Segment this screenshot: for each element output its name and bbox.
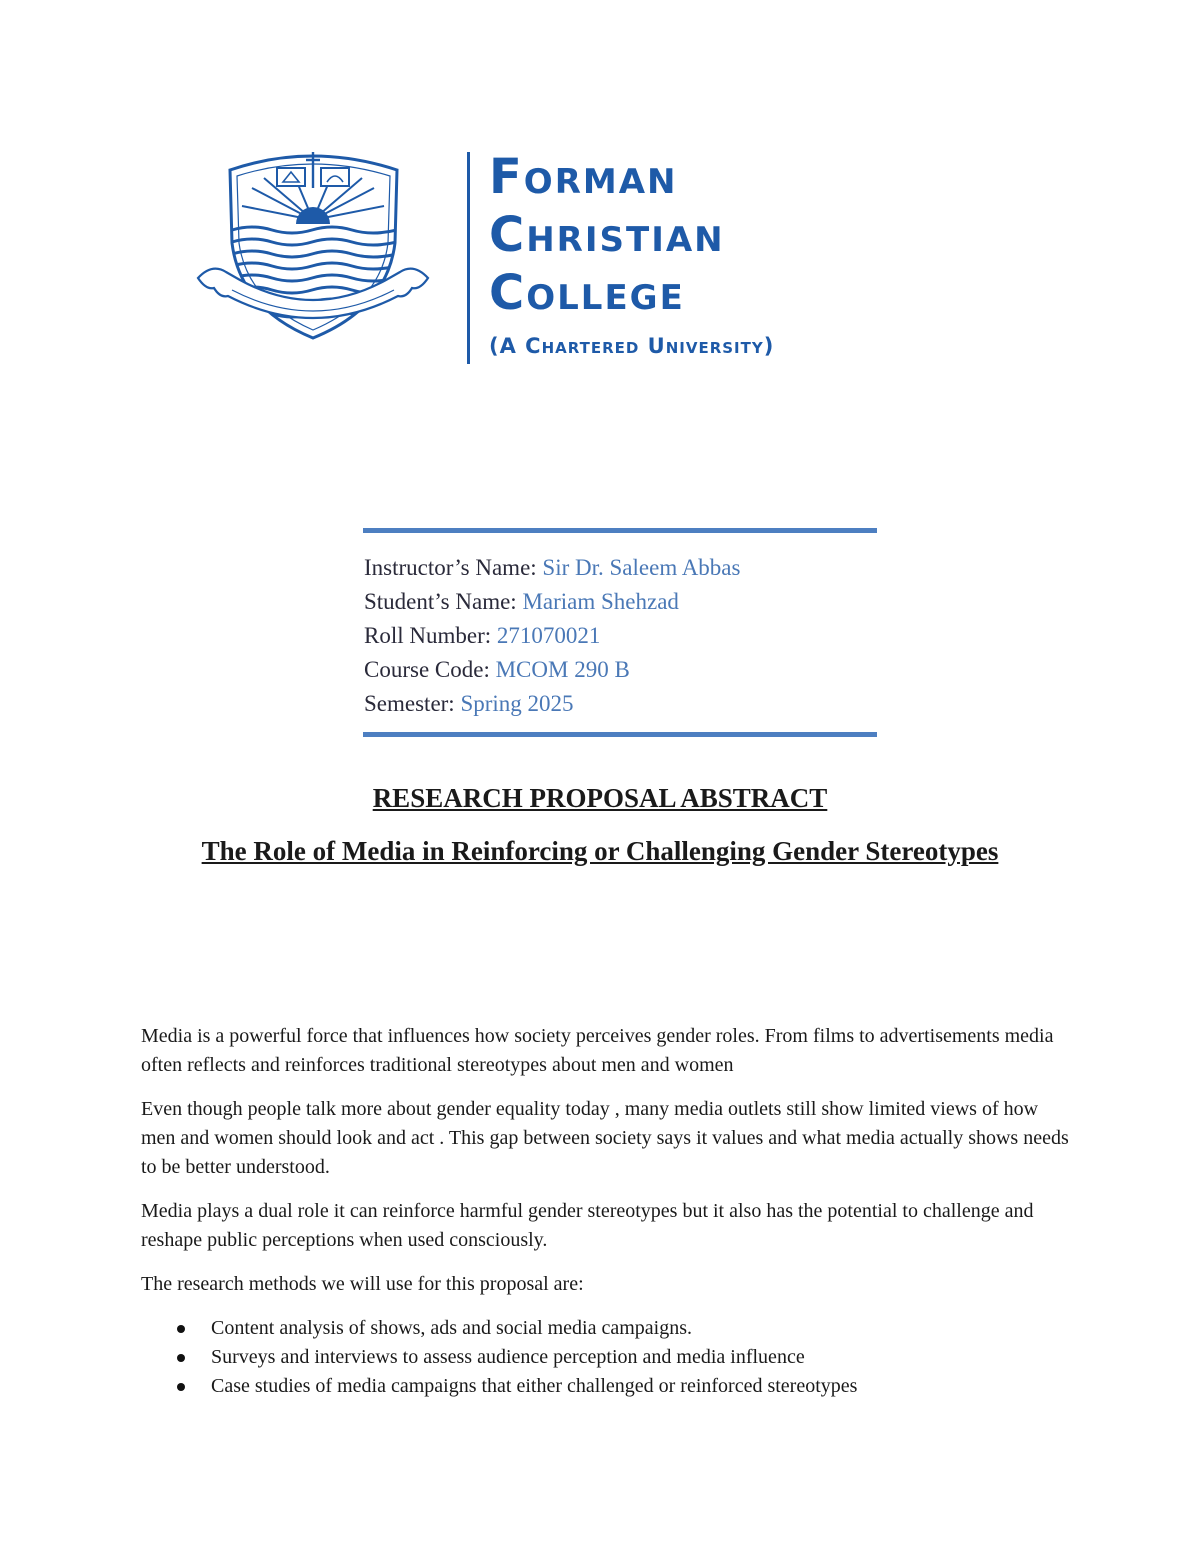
info-label: Roll Number: — [364, 623, 497, 648]
wordmark-subtitle: (A Chartered University) — [489, 334, 775, 358]
student-info-block — [364, 551, 884, 721]
list-item — [141, 1372, 1071, 1401]
list-item-text: Surveys and interviews to assess audience perception and media influence — [211, 1346, 805, 1368]
list-item — [141, 1343, 1071, 1372]
info-value: 271070021 — [496, 623, 601, 648]
college-crest-icon — [192, 148, 437, 353]
info-label: Semester: — [364, 691, 461, 716]
methods-list — [141, 1314, 1071, 1401]
wordmark-line-3: College — [489, 265, 685, 321]
bullet-icon — [177, 1354, 185, 1362]
abstract-body — [141, 1022, 1071, 1401]
info-label: Instructor’s Name: — [364, 555, 543, 580]
info-bottom-rule — [363, 732, 877, 737]
info-row-semester — [364, 687, 884, 721]
wordmark-line-2: Christian — [489, 207, 725, 263]
document-subtitle: The Role of Media in Reinforcing or Challenging Gender Stereotypes — [201, 836, 999, 866]
info-value: MCOM 290 B — [495, 657, 630, 682]
info-top-rule — [363, 528, 877, 533]
info-label: Course Code: — [364, 657, 496, 682]
bullet-icon — [177, 1325, 185, 1333]
info-row-course-code — [364, 653, 884, 687]
info-row-instructor — [364, 551, 884, 585]
info-label: Student’s Name: — [364, 589, 523, 614]
list-item-text: Content analysis of shows, ads and social media campaigns. — [211, 1317, 693, 1339]
logo-divider — [467, 152, 470, 364]
bullet-icon — [177, 1383, 185, 1391]
list-item — [141, 1314, 1071, 1343]
college-wordmark — [489, 148, 959, 360]
info-row-student — [364, 585, 884, 619]
wordmark-line-1: Forman — [489, 149, 678, 205]
college-logo — [192, 148, 952, 368]
document-title: RESEARCH PROPOSAL ABSTRACT — [372, 783, 828, 813]
paragraph: Media plays a dual role it can reinforce harmful gender stereotypes but it also has the potential to challenge and reshape public perceptions when used consciously. — [141, 1200, 1034, 1251]
paragraph: Media is a powerful force that influences how society perceives gender roles. From films to advertisements media often reflects and reinforces traditional stereotypes about men and women — [141, 1025, 1054, 1076]
info-row-roll-number — [364, 619, 884, 653]
list-item-text: Case studies of media campaigns that either challenged or reinforced stereotypes — [211, 1375, 858, 1397]
info-value: Sir Dr. Saleem Abbas — [542, 555, 741, 580]
paragraph: The research methods we will use for this proposal are: — [141, 1273, 584, 1295]
info-value: Spring 2025 — [460, 691, 574, 716]
info-value: Mariam Shehzad — [522, 589, 679, 614]
paragraph: Even though people talk more about gender equality today , many media outlets still show limited views of how men and women should look and act . This gap between society says it values and what media actually shows needs to be better understood. — [141, 1098, 1069, 1178]
